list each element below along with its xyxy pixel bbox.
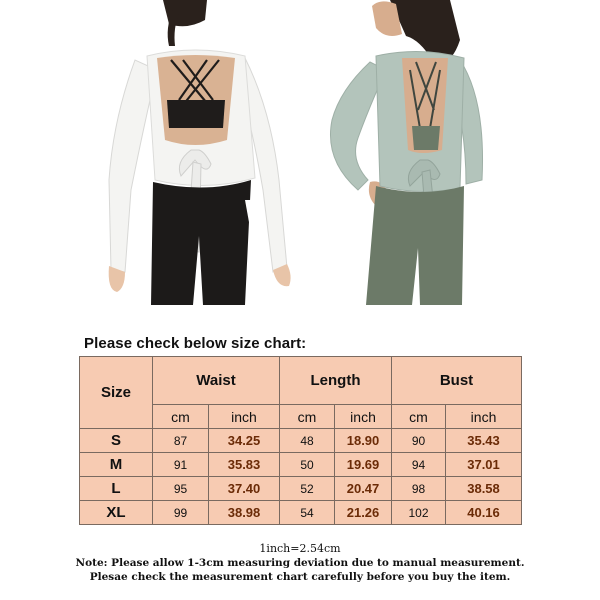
waist-inch-cell: 37.40 bbox=[209, 477, 280, 501]
bust-cm-cell: 98 bbox=[392, 477, 446, 501]
unit-header: cm bbox=[392, 405, 446, 429]
length-cm-cell: 54 bbox=[280, 501, 335, 525]
length-inch-cell: 19.69 bbox=[335, 453, 392, 477]
waist-cm-cell: 87 bbox=[153, 429, 209, 453]
bust-cm-cell: 90 bbox=[392, 429, 446, 453]
length-cm-cell: 48 bbox=[280, 429, 335, 453]
conversion-note: 1inch=2.54cm bbox=[259, 542, 341, 555]
table-row bbox=[80, 429, 522, 453]
waist-header: Waist bbox=[153, 357, 280, 405]
waist-cm-cell: 95 bbox=[153, 477, 209, 501]
length-header: Length bbox=[280, 357, 392, 405]
size-label: XL bbox=[80, 501, 153, 525]
white-top-model-photo bbox=[95, 0, 310, 305]
table-row bbox=[80, 501, 522, 525]
bust-header: Bust bbox=[392, 357, 522, 405]
unit-header: inch bbox=[446, 405, 522, 429]
bust-cm-cell: 94 bbox=[392, 453, 446, 477]
bust-cm-cell: 102 bbox=[392, 501, 446, 525]
length-inch-cell: 20.47 bbox=[335, 477, 392, 501]
table-row bbox=[80, 453, 522, 477]
length-cm-cell: 52 bbox=[280, 477, 335, 501]
waist-cm-cell: 91 bbox=[153, 453, 209, 477]
unit-header: inch bbox=[209, 405, 280, 429]
unit-header: cm bbox=[153, 405, 209, 429]
deviation-note: Note: Please allow 1-3cm measuring deviation due to manual measurement. bbox=[75, 557, 525, 569]
size-label: S bbox=[80, 429, 153, 453]
size-chart-heading: Please check below size chart: bbox=[84, 335, 307, 352]
waist-inch-cell: 35.83 bbox=[209, 453, 280, 477]
size-column-header: Size bbox=[80, 357, 153, 429]
length-inch-cell: 18.90 bbox=[335, 429, 392, 453]
waist-inch-cell: 34.25 bbox=[209, 429, 280, 453]
sage-top-model-photo bbox=[310, 0, 500, 305]
unit-header: inch bbox=[335, 405, 392, 429]
size-chart-table bbox=[79, 356, 522, 525]
size-label: L bbox=[80, 477, 153, 501]
unit-header: cm bbox=[280, 405, 335, 429]
waist-cm-cell: 99 bbox=[153, 501, 209, 525]
waist-inch-cell: 38.98 bbox=[209, 501, 280, 525]
check-note: Plesae check the measurement chart carefully before you buy the item. bbox=[89, 571, 511, 583]
bust-inch-cell: 40.16 bbox=[446, 501, 522, 525]
bust-inch-cell: 35.43 bbox=[446, 429, 522, 453]
table-row bbox=[80, 477, 522, 501]
size-notes bbox=[0, 542, 600, 584]
bust-inch-cell: 37.01 bbox=[446, 453, 522, 477]
bust-inch-cell: 38.58 bbox=[446, 477, 522, 501]
size-label: M bbox=[80, 453, 153, 477]
length-inch-cell: 21.26 bbox=[335, 501, 392, 525]
length-cm-cell: 50 bbox=[280, 453, 335, 477]
